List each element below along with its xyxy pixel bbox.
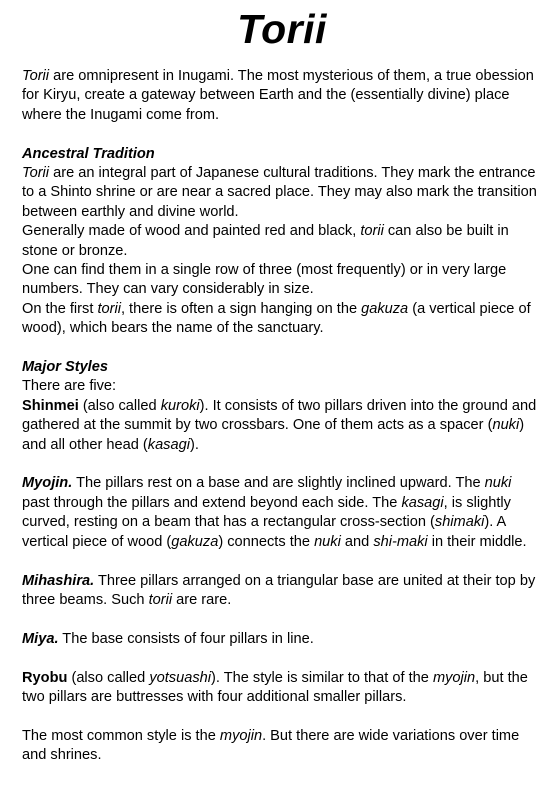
term-nuki: nuki xyxy=(314,533,341,550)
ancestral-text: (a vertical piece of wood), which bears the name of the sanctuary. xyxy=(22,300,531,337)
ancestral-text: Generally made of wood and painted red and black, xyxy=(22,223,361,240)
term-torii: Torii xyxy=(22,165,50,182)
term-gakuza: gakuza xyxy=(171,533,219,550)
style-name-shinmei: Shinmei xyxy=(22,397,79,414)
style-text: and xyxy=(340,533,374,550)
style-text: (also called xyxy=(78,397,161,414)
section-heading-major-styles: Major Styles xyxy=(22,359,108,376)
term-myojin: myojin xyxy=(432,669,476,686)
term-shimaki: shi-maki xyxy=(373,533,428,550)
style-text: ). A vertical piece of wood ( xyxy=(22,514,506,550)
closing-paragraph xyxy=(22,727,542,766)
style-text: The pillars rest on a base and are slightly inclined upward. The xyxy=(72,475,485,492)
term-yotsuashi: yotsuashi xyxy=(149,669,211,686)
ancestral-text: can also be built in stone or bronze. xyxy=(22,223,509,259)
style-name-mihashira: Mihashira. xyxy=(22,572,95,589)
ancestral-paragraph-3: One can find them in a single row of three (most frequently) or in very large numbers. They can vary considerably in size. xyxy=(22,262,507,298)
ancestral-text: , there is often a sign hanging on the xyxy=(120,300,362,317)
style-text: Three pillars arranged on a triangular base are united at their top by three beams. Such xyxy=(22,572,536,608)
intro-paragraph xyxy=(22,67,542,125)
style-name-miya: Miya. xyxy=(22,630,59,647)
term-myojin: myojin xyxy=(219,727,263,744)
term-kasagi: kasagi xyxy=(147,436,190,453)
style-miya-paragraph xyxy=(22,630,542,649)
closing-text: . But there are wide variations over time and shrines. xyxy=(22,727,520,764)
document-page xyxy=(22,0,542,766)
page-title: Torii xyxy=(237,6,327,52)
term-torii: torii xyxy=(148,591,173,608)
term-kuroki: kuroki xyxy=(160,397,200,414)
style-text: , is slightly curved, resting on a beam that has a rectangular cross-section ( xyxy=(22,494,511,531)
style-mihashira-paragraph xyxy=(22,572,542,611)
ancestral-paragraph-1 xyxy=(22,164,542,222)
ancestral-text: On the first xyxy=(22,300,98,317)
style-text: ). xyxy=(189,436,199,453)
style-text: past through the pillars and extend beyond each side. The xyxy=(22,494,402,511)
style-text: ). It consists of two pillars driven into the ground and gathered at the summit by two crossbars. One of them acts as a spacer ( xyxy=(22,397,537,434)
term-torii: torii xyxy=(97,300,121,317)
style-name-myojin: Myojin. xyxy=(22,475,73,492)
style-ryobu-paragraph xyxy=(22,669,542,708)
major-styles-intro: There are five: xyxy=(22,378,117,395)
term-gakuza: gakuza xyxy=(361,300,409,317)
term-kasagi: kasagi xyxy=(401,494,444,511)
intro-text: are omnipresent in Inugami. The most mysterious of them, a true obession for Kiryu, create a gateway between Earth and the (essentially divine) place where the Inugami come from. xyxy=(22,68,534,123)
closing-text: The most common style is the xyxy=(22,727,220,744)
style-text: in their middle. xyxy=(427,533,527,550)
term-shimaki: shimaki xyxy=(434,514,485,531)
ancestral-text: are an integral part of Japanese cultural traditions. They mark the entrance to a Shinto shrine or are near a sacred place. They may also mark the transition between earthly and divine world. xyxy=(22,165,537,220)
term-nuki: nuki xyxy=(492,417,520,434)
term-torii: torii xyxy=(360,223,384,240)
style-text: , but the two pillars are buttresses with four additional smaller pillars. xyxy=(22,669,528,705)
style-text: ). The style is similar to that of the xyxy=(211,669,433,686)
style-myojin-paragraph xyxy=(22,474,542,552)
ancestral-paragraph-2 xyxy=(22,222,542,261)
term-torii: Torii xyxy=(22,68,50,84)
style-text: (also called xyxy=(67,669,150,686)
style-text: are rare. xyxy=(172,591,232,608)
style-text: ) and all other head ( xyxy=(22,417,525,453)
style-name-ryobu: Ryobu xyxy=(22,669,68,686)
section-heading-ancestral-tradition: Ancestral Tradition xyxy=(22,145,155,162)
ancestral-paragraph-4 xyxy=(22,300,542,339)
style-text: The base consists of four pillars in line. xyxy=(58,630,314,647)
style-shinmei-paragraph xyxy=(22,397,542,455)
style-text: ) connects the xyxy=(218,533,315,550)
term-nuki: nuki xyxy=(484,475,512,492)
